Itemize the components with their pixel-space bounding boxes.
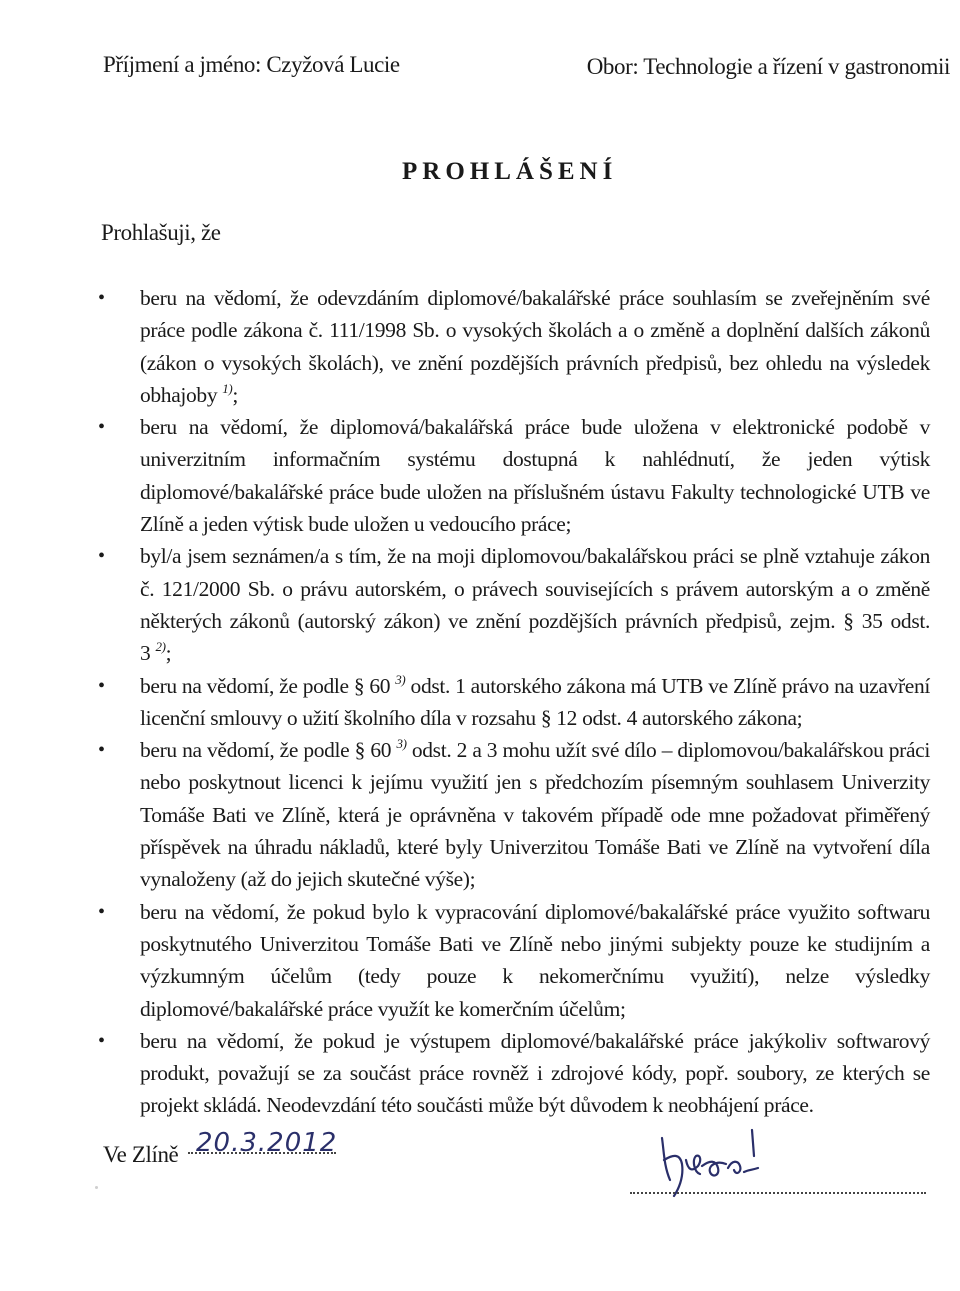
place-label: Ve Zlíně — [103, 1142, 179, 1167]
bullet-icon: • — [98, 416, 105, 439]
list-item — [98, 896, 930, 1025]
handwritten-date: 20.3.2012 — [196, 1128, 338, 1158]
list-item — [98, 670, 930, 735]
item-text: beru na vědomí, že podle § 60 — [140, 673, 391, 698]
intro-text: Prohlašuji, že — [101, 220, 221, 245]
item-text: beru na vědomí, že pokud bylo k vypracování diplomové/bakalářské práce využito softwaru poskytnutého Univerzitou Tomáše Bati ve Zlíně nebo jinými subjekty pouze ke studijním a výzkumným účelům (tedy pouze k nekomerčnímu využití), nelze výsledky diplomové/bakalářské práce využít ke komerčním účelům; — [140, 899, 930, 1021]
item-text: byl/a jsem seznámen/a s tím, že na moji diplomovou/bakalářskou práci se plně vztahuje zákon č. 121/2000 Sb. o právu autorském, o právech souvisejících s právem autorským a o změně některých zákonů (autorský zákon) ve znění pozdějších právních předpisů, zejm. § 35 odst. 3 — [140, 544, 930, 666]
item-text: beru na vědomí, že podle § 60 — [140, 738, 392, 763]
list-item — [98, 540, 930, 669]
item-text: beru na vědomí, že odevzdáním diplomové/bakalářské práce souhlasím se zveřejněním své práce podle zákona č. 111/1998 Sb. o vysokých školách a o změně a doplnění dalších zákonů (zákon o vysokých školách), ve znění pozdějších právních předpisů, bez ohledu na výsledek obhajoby — [140, 286, 930, 407]
list-item — [98, 734, 930, 895]
student-name-line: Příjmení a jméno: Czyžová Lucie — [103, 52, 400, 77]
declaration-list — [98, 282, 930, 1122]
bullet-icon: • — [98, 1029, 105, 1052]
list-item — [98, 411, 930, 540]
item-text-end: ; — [232, 382, 239, 407]
bullet-icon: • — [98, 739, 105, 762]
footnote-ref: 3) — [395, 671, 406, 687]
bullet-icon: • — [98, 674, 105, 697]
bullet-icon: • — [98, 900, 105, 923]
footnote-ref: 2) — [155, 639, 166, 655]
document-title: PROHLÁŠENÍ — [402, 158, 618, 185]
footnote-ref: 3) — [396, 736, 407, 752]
signature-dotted-line — [630, 1192, 926, 1194]
item-text-end: odst. 2 a 3 mohu užít své dílo – diplomovou/bakalářskou práci nebo poskytnout licenci k jejímu využití jen s předchozím písemným souhlasem Univerzity Tomáše Bati ve Zlíně, která je oprávněna v takovém případě ode mne požadovat přiměřený příspěvek na úhradu nákladů, které byly Univerzitou Tomáše Bati ve Zlíně na vytvoření díla vynaloženy (až do jejich skutečné výše); — [140, 738, 930, 892]
item-text-end: ; — [165, 641, 172, 666]
bullet-icon: • — [98, 287, 105, 309]
item-text-end: odst. 1 autorského zákona má UTB ve Zlíně právo na uzavření licenční smlouvy o užití školního díla v rozsahu § 12 odst. 4 autorského zákona; — [140, 673, 930, 730]
item-text: beru na vědomí, že pokud je výstupem diplomové/bakalářské práce jakýkoliv softwarový produkt, považují se za součást práce rovněž i zdrojové kódy, popř. soubory, ze kterých se projekt skládá. Neodevzdání této součásti může být důvodem k neobhájení práce. — [140, 1028, 930, 1118]
bullet-icon: • — [98, 545, 105, 568]
scan-speck — [95, 1186, 98, 1189]
list-item — [98, 1025, 930, 1122]
footnote-ref: 1) — [222, 380, 233, 396]
study-field-line: Obor: Technologie a řízení v gastronomii — [586, 54, 950, 79]
signature-mark — [640, 1120, 780, 1200]
list-item — [98, 282, 930, 411]
item-text: beru na vědomí, že diplomová/bakalářská práce bude uložena v elektronické podobě v univerzitním informačním systému dostupná k nahlédnutí, že jeden výtisk diplomové/bakalářské práce bude uložen na příslušném ústavu Fakulty technologické UTB ve Zlíně a jeden výtisk bude uložen u vedoucího práce; — [140, 415, 930, 537]
